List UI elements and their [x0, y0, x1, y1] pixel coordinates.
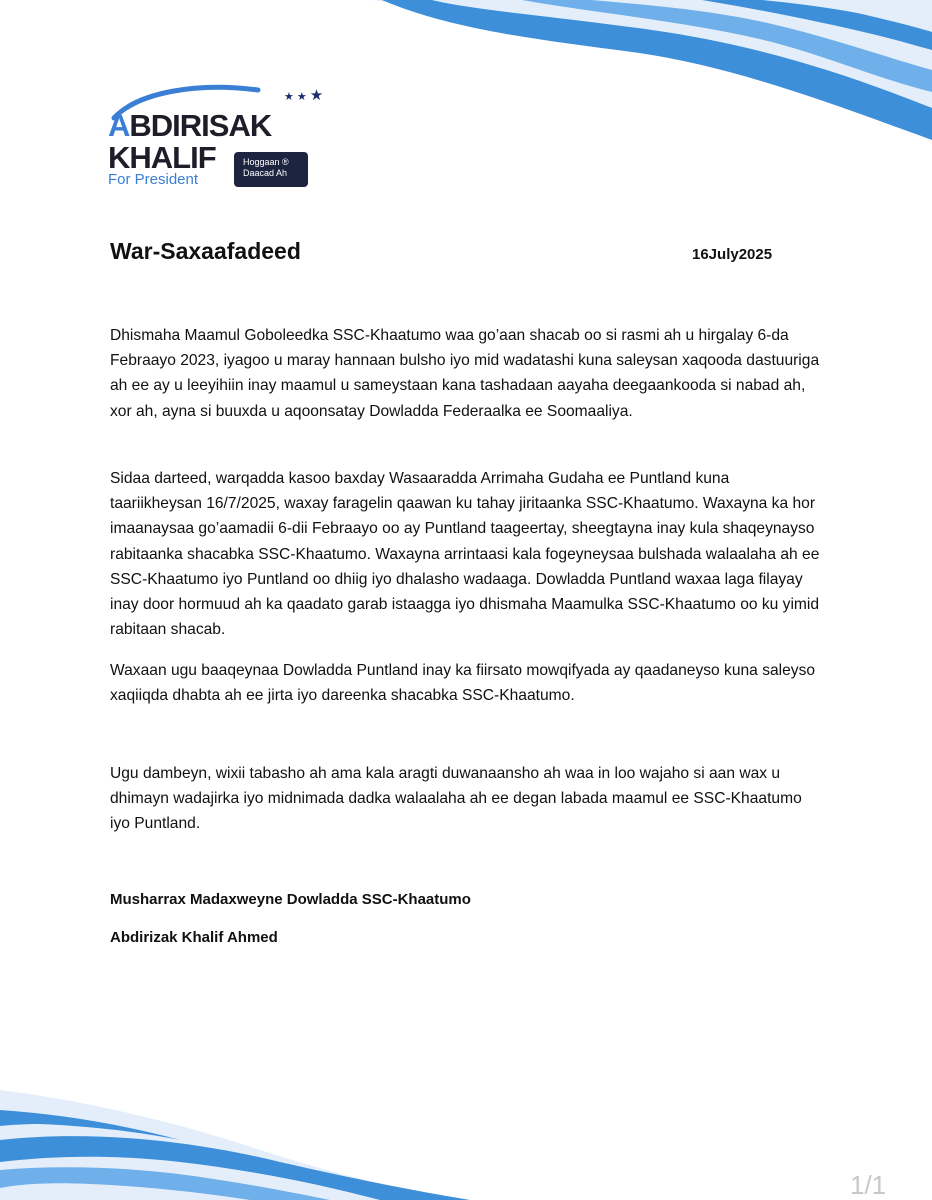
document-title: War-Saxaafadeed	[110, 238, 301, 264]
top-wave-decoration	[372, 0, 932, 150]
logo-name-rest: BDIRISAK	[129, 108, 272, 143]
logo-tagline: For President	[108, 171, 199, 188]
badge-line-1: Hoggaan ®	[243, 157, 289, 167]
page-indicator: 1/1	[850, 1170, 887, 1200]
logo-first-name	[108, 110, 271, 141]
signature-role: Musharrax Madaxweyne Dowladda SSC-Khaatumo	[110, 891, 471, 908]
bottom-wave-decoration	[0, 1070, 560, 1200]
body-paragraph-1: Dhismaha Maamul Goboleedka SSC-Khaatumo waa go’aan shacab oo si rasmi ah u hirgalay 6-da Febraayo 2023, iyagoo u maray hannaan bulsho iyo mid wadatashi kuna saleysan xaqooda dastuuriga ah ee ay u leeyihiin inay maamul u sameystaan kana tashadaan aayaha deegaankooda si nabad ah, xor ah, ayna si buuxda u aqoonsatay Dowladda Federaalka ee Soomaaliya.	[110, 327, 820, 420]
document-date: 16July2025	[692, 246, 773, 263]
logo-first-letter: A	[108, 108, 130, 143]
stars-icon: ★★★	[284, 87, 327, 104]
signature-name: Abdirizak Khalif Ahmed	[110, 929, 278, 946]
body-paragraph-2: Sidaa darteed, warqadda kasoo baxday Wasaaradda Arrimaha Gudaha ee Puntland kuna taariikheysan 16/7/2025, waxay faragelin qaawan ku tahay jiritaanka SSC-Khaatumo. Waxayna ka hor imaanaysaa go’aamadii 6-dii Febraayo oo ay Puntland taageertay, sheegtayna inay kula shaqeynayso rabitaanka shacabka SSC-Khaatumo. Waxayna arrintaasi kala fogeyneysaa bulshada walaalaha ah ee SSC-Khaatumo iyo Puntland oo dhiig iyo dhalasho wadaaga. Dowladda Puntland waxaa laga filayay inay door hormuud ah ka qaadato garab istaagga iyo dhismaha Maamulka SSC-Khaatumo oo ku yimid rabitaan shacab.	[110, 470, 820, 639]
campaign-logo	[108, 82, 327, 190]
badge-line-2: Daacad Ah	[243, 168, 288, 178]
logo-surname: KHALIF	[108, 140, 216, 175]
logo-badge	[234, 152, 308, 187]
body-paragraph-3: Waxaan ugu baaqeynaa Dowladda Puntland inay ka fiirsato mowqifyada ay qaadaneyso kuna saleyso xaqiiqda dhabta ah ee jirta iyo dareenka shacabka SSC-Khaatumo.	[110, 662, 816, 705]
body-paragraph-4: Ugu dambeyn, wixii tabasho ah ama kala aragti duwanaansho ah waa in loo wajaho si aan wax u dhimayn wadajirka iyo midnimada dadka walaalaha ah ee degan labada maamul ee SSC-Khaatumo iyo Puntland.	[110, 765, 802, 833]
